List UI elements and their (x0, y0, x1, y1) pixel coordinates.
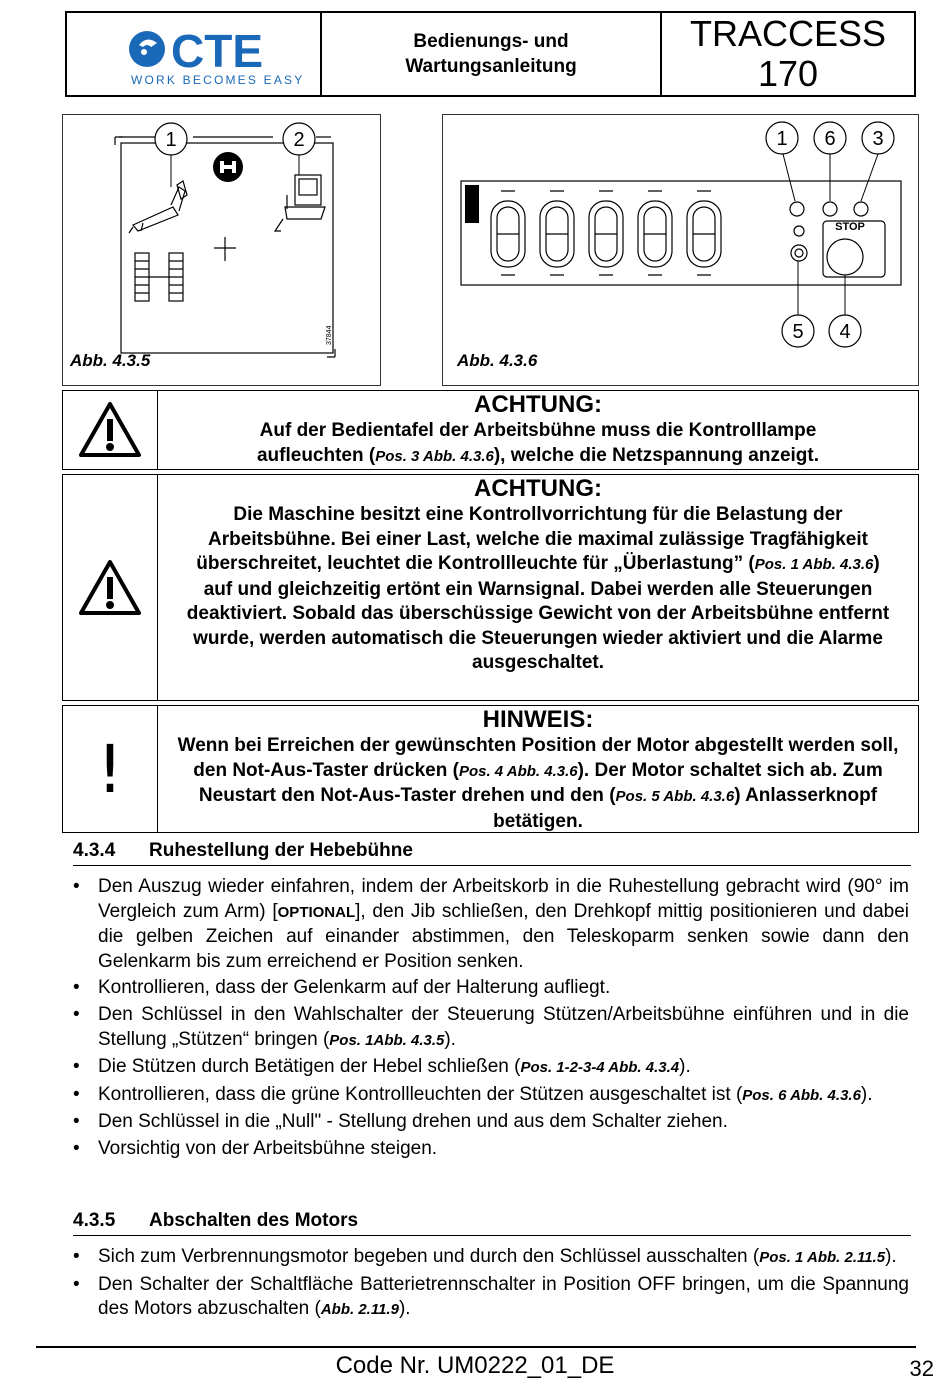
note-text-line2: aufleuchten (Pos. 3 Abb. 4.3.6), welche die Netzspannung anzeigt. (256, 444, 820, 466)
callout-5 (782, 315, 814, 347)
model-name (662, 13, 914, 95)
svg-text:1: 1 (165, 129, 177, 151)
page-header (65, 11, 916, 97)
svg-text:2: 2 (293, 129, 305, 151)
list-item: • Den Auszug wieder einfahren, indem der Arbeitskorb in die Ruhestellung gebracht wird (90° im Vergleich zum Arm) [OPTIONAL], den Jib schließen, den Drehkopf mittig positionieren und dabei die gelben Zeichen auf einander abstimmen, den Teleskoparm senken sowie dann den Gelenkarm bis zum erreichend er Position senken. (73, 875, 909, 974)
model-line1: TRACCESS (689, 13, 887, 54)
figure-reference: Pos. 5 Abb. 4.3.6 (615, 788, 735, 805)
exclamation-icon: ! (63, 706, 158, 832)
info-note (62, 705, 919, 833)
drawing-code: 37844 (326, 325, 333, 345)
list-item: • Den Schalter der Schaltfläche Batterietrennschalter in Position OFF bringen, um die Spannung des Motors abzuschalten (Abb. 2.11.9). (73, 1273, 909, 1323)
logo-tagline: WORK BECOMES EASY (131, 73, 305, 87)
figure-4-3-5 (62, 114, 381, 386)
stop-label: STOP (835, 221, 865, 233)
note-title: HINWEIS: (482, 706, 594, 733)
section-4-3-5-list (73, 1245, 909, 1325)
note-text: Wenn bei Erreichen der gewünschten Position der Motor abgestellt werden soll, den Not-Aus-Taster drücken (Pos. 4 Abb. 4.3.6). Der Motor schaltet sich ab. Zum Neustart den Not-Aus-Taster drehen und den (Pos. 5 Abb. 4.3.6) Anlasserknopf betätigen. (177, 735, 899, 832)
callout-3 (862, 122, 894, 154)
callout-6 (814, 122, 846, 154)
figure-reference: Pos. 1 Abb. 4.3.6 (754, 556, 874, 573)
list-item: • Den Schlüssel in die „Null" - Stellung drehen und aus dem Schalter ziehen. (73, 1110, 909, 1135)
control-panel-diagram (443, 115, 920, 387)
warning-note-2 (62, 474, 919, 701)
section-heading-4-3-4: 4.3.4 Ruhestellung der Hebebühne (73, 840, 911, 866)
svg-text:5: 5 (792, 321, 804, 343)
svg-text:1: 1 (776, 128, 788, 150)
list-item: • Den Schlüssel in den Wahlschalter der Steuerung Stützen/Arbeitsbühne einführen und in die Stellung „Stützen“ bringen (Pos. 1Abb. 4.3.5). (73, 1003, 909, 1053)
svg-text:6: 6 (824, 128, 836, 150)
logo-text: CTE (171, 25, 263, 73)
figure-reference: Pos. 3 Abb. 4.3.6 (375, 447, 494, 465)
figure-reference: Pos. 4 Abb. 4.3.6 (458, 762, 578, 780)
list-item: • Vorsichtig von der Arbeitsbühne steigen. (73, 1137, 909, 1162)
page-number: 32 (909, 1356, 934, 1381)
callout-4 (829, 315, 861, 347)
warning-icon (63, 391, 158, 469)
figure-4-3-6 (442, 114, 919, 386)
warning-icon (63, 475, 158, 700)
note-title: ACHTUNG: (474, 475, 602, 502)
note-title: ACHTUNG: (474, 391, 602, 418)
figure-caption-right: Abb. 4.3.6 (457, 351, 538, 370)
svg-text:3: 3 (872, 128, 884, 150)
section-heading-4-3-5: 4.3.5 Abschalten des Motors (73, 1210, 911, 1236)
list-item: • Die Stützen durch Betätigen der Hebel schließen (Pos. 1-2-3-4 Abb. 4.3.4). (73, 1055, 909, 1081)
svg-text:4: 4 (839, 321, 851, 343)
figure-caption-left: Abb. 4.3.5 (70, 351, 151, 370)
model-line2: 170 (757, 53, 819, 94)
doc-title-line2: Wartungsanleitung (405, 56, 577, 77)
callout-1 (155, 123, 187, 155)
doc-title-line1: Bedienungs- und (413, 31, 569, 52)
doc-title (322, 13, 662, 95)
note-text-line1: Auf der Bedientafel der Arbeitsbühne muss die Kontrolllampe (259, 420, 817, 441)
section-4-3-4-list (73, 875, 909, 1164)
cte-logo (125, 25, 295, 73)
list-item: • Kontrollieren, dass die grüne Kontrollleuchten der Stützen ausgeschaltet ist (Pos. 6 Abb. 4.3.6). (73, 1083, 909, 1109)
outrigger-diagram (63, 115, 382, 387)
note-text: Die Maschine besitzt eine Kontrollvorrichtung für die Belastung der Arbeitsbühne. Bei einer Last, welche die maximal zulässige Tragfähigkeit überschreitet, leuchtet die Kontrollleuchte für „Überlastung” (Pos. 1 Abb. 4.3.6) auf und gleichzeitig ertönt ein Warnsignal. Dabei werden alle Steuerungen deaktiviert. Sobald das überschüssige Gewicht von der Arbeitsbühne entfernt wurde, werden automatisch die Steuerungen wieder aktiviert und die Alarme ausgeschaltet. (186, 504, 890, 673)
callout-1 (766, 122, 798, 154)
warning-note-1 (62, 390, 919, 470)
list-item: • Sich zum Verbrennungsmotor begeben und durch den Schlüssel ausschalten (Pos. 1 Abb. 2.11.5). (73, 1245, 909, 1271)
callout-2 (283, 123, 315, 155)
document-code: Code Nr. UM0222_01_DE (335, 1352, 615, 1379)
logo-cell (67, 13, 322, 95)
footer-divider (36, 1346, 916, 1348)
list-item: • Kontrollieren, dass der Gelenkarm auf der Halterung aufliegt. (73, 976, 909, 1001)
